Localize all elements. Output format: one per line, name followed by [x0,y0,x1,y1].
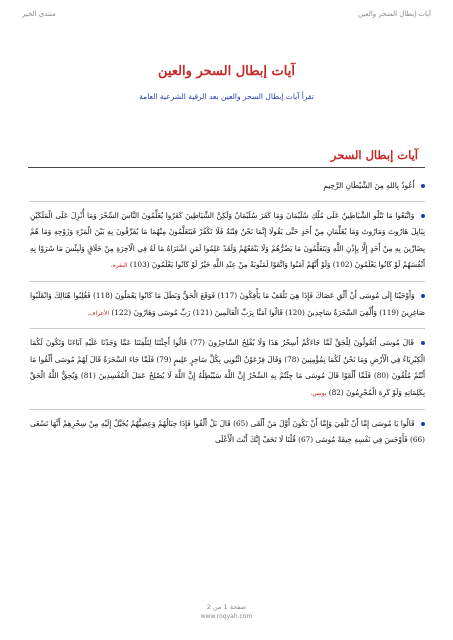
paragraph-text: وَأَوْحَيْنَا إِلَى مُوسَى أَنْ أَلْقِ عَصَاكَ فَإِذَا هِيَ تَلْقَفُ مَا يَأْفِكُونَ (117) فَوَقَعَ الْحَقُّ وَبَطَلَ مَا كَانُوا يَعْمَلُونَ (118) فَغُلِبُوا هُنَالِكَ وَانْقَلَبُوا صَاغِرِينَ (119) وَأُلْقِيَ السَّحَرَةُ سَاجِدِينَ (120) قَالُوا آمَنَّا بِرَبِّ الْعَالَمِينَ (121) رَبِّ مُوسَى وَهَارُونَ (122) [30,290,425,317]
document-title: آيات إبطال السحر والعين [158,64,295,79]
surah-reference: البقرة. [110,262,128,270]
paragraph-text: أَعُوذُ بِاللهِ مِنَ الشَّيْطَانِ الرَّجِيمِ [323,181,415,190]
page-number: صفحة 1 من 2 [206,603,247,611]
document-subtitle: تقرأ آيات إبطال السحر والعين بعد الرقية الشرعية العامة [139,92,314,101]
bullet-icon [421,341,425,345]
bullet-icon [421,214,425,218]
paragraph-0 [30,178,425,195]
surah-reference: الأعراف. [87,309,110,317]
header-right-text: آيات إبطال السحر والعين [357,10,431,18]
paragraph-3 [30,335,425,402]
paragraph-text: قَالَ مُوسَى أَتَقُولُونَ لِلْحَقِّ لَمَّا جَاءَكُمْ أَسِحْرٌ هَذَا وَلَا يُفْلِحُ السَّاحِرُونَ (77) قَالُوا أَجِئْتَنَا لِتَلْفِتَنَا عَمَّا وَجَدْنَا عَلَيْهِ آبَاءَنَا وَتَكُونَ لَكُمَا الْكِبْرِيَاءُ فِي الْأَرْضِ وَمَا نَحْنُ لَكُمَا بِمُؤْمِنِينَ (78) وَقَالَ فِرْعَوْنُ ائْتُونِي بِكُلِّ سَاحِرٍ عَلِيمٍ (79) فَلَمَّا جَاءَ السَّحَرَةُ قَالَ لَهُمْ مُوسَى أَلْقُوا مَا أَنْتُمْ مُلْقُونَ (80) فَلَمَّا أَلْقَوْا قَالَ مُوسَى مَا جِئْتُمْ بِهِ السِّحْرُ إِنَّ اللَّهَ سَيُبْطِلُهُ إِنَّ اللَّهَ لَا يُصْلِحُ عَمَلَ الْمُفْسِدِينَ (81) وَيُحِقُّ اللَّهُ الْحَقَّ بِكَلِمَاتِهِ وَلَوْ كَرِهَ الْمُجْرِمُونَ (82) [30,338,426,397]
verses-content [30,178,425,449]
footer-url: www.roqyah.com [200,613,253,620]
paragraph-divider [30,409,425,410]
paragraph-2 [30,288,425,322]
paragraph-divider [30,328,425,329]
paragraph-divider [30,281,425,282]
paragraph-4 [30,416,425,449]
surah-reference: يونس. [310,389,327,397]
running-header [22,10,431,18]
bullet-icon [421,184,425,188]
paragraph-1 [30,208,425,275]
bullet-icon [421,422,425,426]
header-left-text: منتدى الخير [22,10,56,18]
paragraph-divider [30,201,425,202]
section-divider [28,167,425,168]
bullet-icon [421,294,425,298]
paragraph-text: وَاتَّبَعُوا مَا تَتْلُو الشَّيَاطِينُ عَلَى مُلْكِ سُلَيْمَانَ وَمَا كَفَرَ سُلَيْمَانُ وَلَكِنَّ الشَّيَاطِينَ كَفَرُوا يُعَلِّمُونَ النَّاسَ السِّحْرَ وَمَا أُنْزِلَ عَلَى الْمَلَكَيْنِ بِبَابِلَ هَارُوتَ وَمَارُوتَ وَمَا يُعَلِّمَانِ مِنْ أَحَدٍ حَتَّى يَقُولَا إِنَّمَا نَحْنُ فِتْنَةٌ فَلَا تَكْفُرْ فَيَتَعَلَّمُونَ مِنْهُمَا مَا يُفَرِّقُونَ بِهِ بَيْنَ الْمَرْءِ وَزَوْجِهِ وَمَا هُمْ بِضَارِّينَ بِهِ مِنْ أَحَدٍ إِلَّا بِإِذْنِ اللَّهِ وَيَتَعَلَّمُونَ مَا يَضُرُّهُمْ وَلَا يَنْفَعُهُمْ وَلَقَدْ عَلِمُوا لَمَنِ اشْتَرَاهُ مَا لَهُ فِي الْآخِرَةِ مِنْ خَلَاقٍ وَلَبِئْسَ مَا شَرَوْا بِهِ أَنْفُسَهُمْ لَوْ كَانُوا يَعْلَمُونَ (102) وَلَوْ أَنَّهُمْ آمَنُوا وَاتَّقَوْا لَمَثُوبَةٌ مِنْ عِنْدِ اللَّهِ خَيْرٌ لَوْ كَانُوا يَعْلَمُونَ (103) [30,210,425,270]
paragraph-text: قَالُوا يَا مُوسَى إِمَّا أَنْ تُلْقِيَ وَإِمَّا أَنْ نَكُونَ أَوَّلَ مَنْ أَلْقَى (65) قَالَ بَلْ أَلْقُوا فَإِذَا حِبَالُهُمْ وَعِصِيُّهُمْ يُخَيَّلُ إِلَيْهِ مِنْ سِحْرِهِمْ أَنَّهَا تَسْعَى (66) فَأَوْجَسَ فِي نَفْسِهِ خِيفَةً مُوسَى (67) قُلْنَا لَا تَخَفْ إِنَّكَ أَنْتَ الْأَعْلَى [30,418,425,445]
section-title: آيات إبطال السحر [330,148,418,162]
